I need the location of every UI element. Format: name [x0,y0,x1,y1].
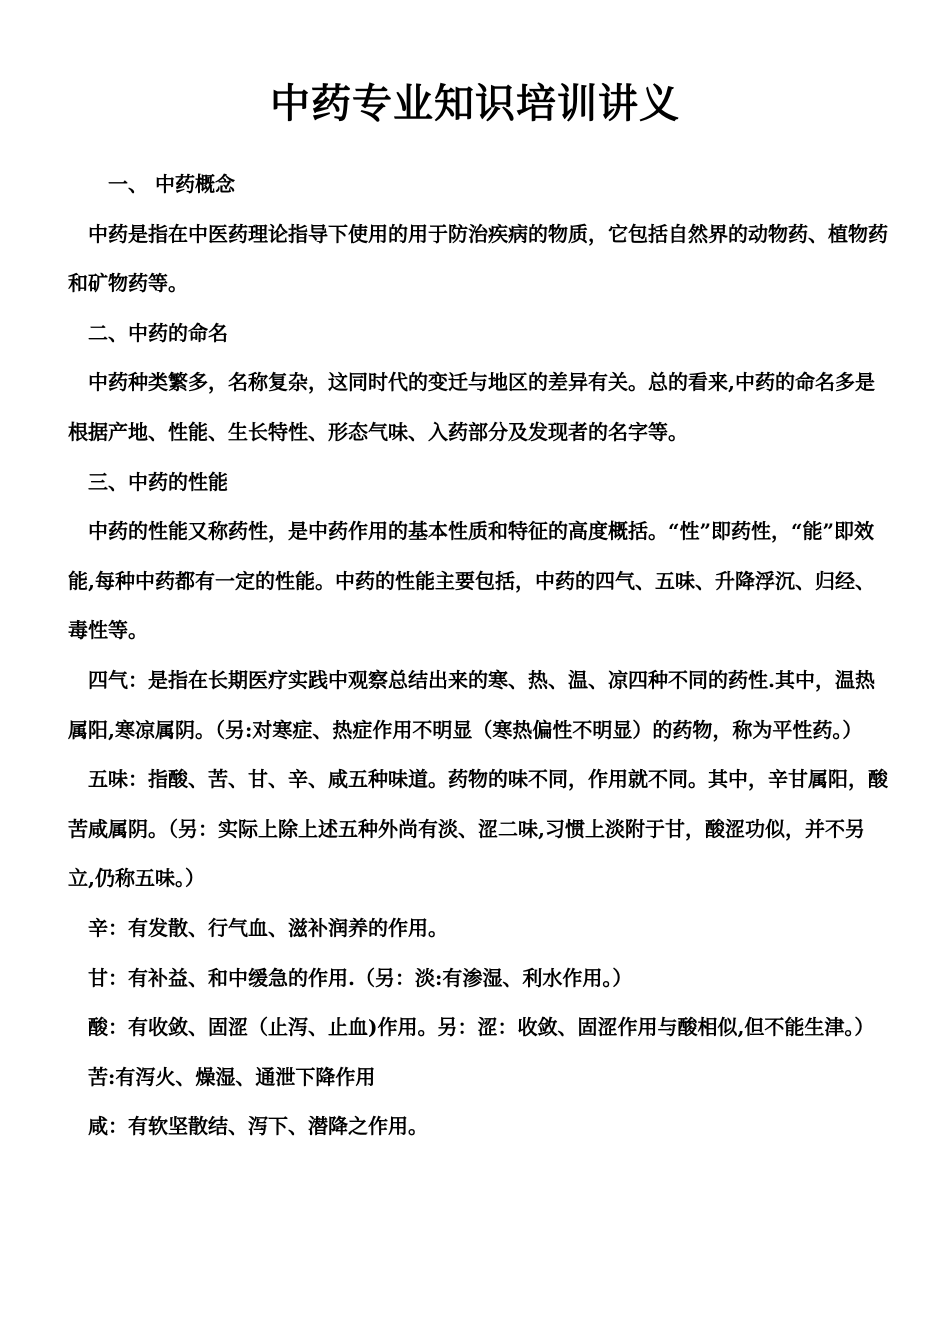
paragraph-concept: 中药是指在中医药理论指导下使用的用于防治疾病的物质，它包括自然界的动物药、植物药和矿物药等。 [68,221,888,296]
paragraph-sour: 酸：有收敛、固涩（止泻、止血)作用。另：涩：收敛、固涩作用与酸相似,但不能生津。） [88,1015,875,1040]
paragraph-pungent: 辛：有发散、行气血、滋补润养的作用。 [88,915,448,940]
section-heading-1 [68,160,890,210]
section-heading-3: 三、中药的性能 [88,469,228,494]
section-heading-1-text: 中药概念 [155,172,235,196]
paragraph-salty: 咸：有软坚散结、泻下、潜降之作用。 [88,1114,428,1139]
section-heading-2: 二、中药的命名 [88,320,228,345]
paragraph-naming: 中药种类繁多，名称复杂，这同时代的变迁与地区的差异有关。总的看来,中药的命名多是根据产地、性能、生长特性、形态气味、入药部分及发现者的名字等。 [68,370,875,444]
paragraph-four-qi: 四气：是指在长期医疗实践中观察总结出来的寒、热、温、凉四种不同的药性.其中，温热属阳,寒凉属阴。（另:对寒症、热症作用不明显（寒热偏性不明显）的药物，称为平性药。） [68,667,875,742]
paragraph-sweet: 甘：有补益、和中缓急的作用.（另：淡:有渗湿、利水作用。） [88,965,633,990]
paragraph-five-flavors: 五味：指酸、苦、甘、辛、咸五种味道。药物的味不同，作用就不同。其中，辛甘属阳，酸苦咸属阴。（另：实际上除上述五种外尚有淡、涩二味,习惯上淡附于甘，酸涩功似，并不另立,仍称五味。） [68,767,888,891]
document-title: 中药专业知识培训讲义 [270,80,680,127]
paragraph-properties: 中药的性能又称药性，是中药作用的基本性质和特征的高度概括。“性”即药性，“能”即效能,每种中药都有一定的性能。中药的性能主要包括，中药的四气、五味、升降浮沉、归经、毒性等。 [68,519,875,643]
document-body [68,160,890,1152]
section-number-1: 一、 [108,172,148,196]
paragraph-bitter: 苦:有泻火、燥湿、通泄下降作用 [88,1064,376,1089]
